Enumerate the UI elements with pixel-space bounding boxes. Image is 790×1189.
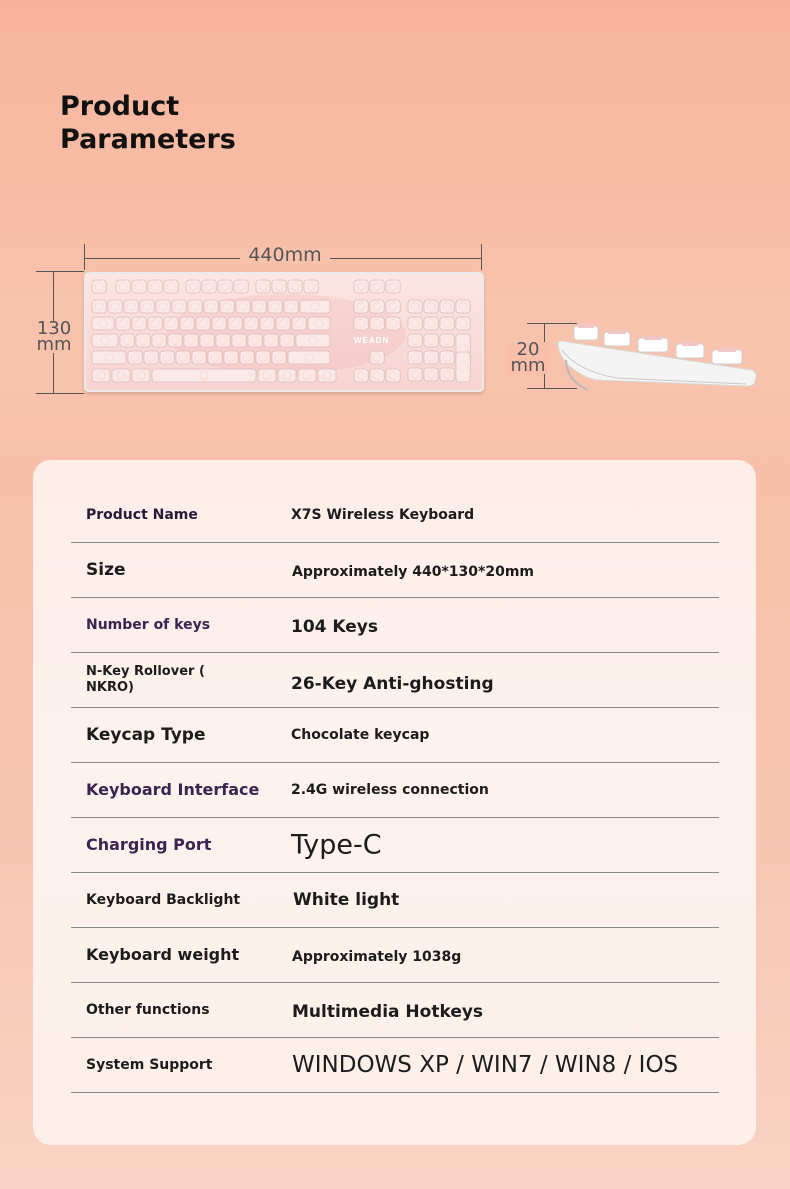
spec-row	[71, 543, 719, 598]
keycap	[370, 300, 384, 313]
keycap	[220, 300, 234, 313]
keycap	[184, 334, 198, 347]
keycap	[132, 317, 146, 330]
keycap	[292, 317, 306, 330]
keycap	[318, 369, 336, 382]
keycap	[252, 300, 266, 313]
keycap	[424, 368, 438, 381]
keycap	[124, 300, 138, 313]
spec-value: X7S Wireless Keyboard	[291, 507, 475, 523]
keycap	[148, 317, 162, 330]
spec-value: Multimedia Hotkeys	[292, 1002, 484, 1022]
keycap	[278, 369, 296, 382]
keycap	[456, 317, 470, 330]
keycap	[92, 351, 126, 364]
depth-dimension-unit: mm	[510, 355, 546, 376]
keyboard-side-view	[556, 320, 758, 392]
keycap	[164, 280, 178, 293]
keycap	[424, 334, 438, 347]
width-dimension-tick-left	[84, 244, 85, 270]
keycap	[244, 317, 258, 330]
spec-label: Charging Port	[86, 835, 212, 854]
keycap	[280, 334, 294, 347]
keyboard-brand-logo: WEADN	[354, 336, 390, 345]
spec-row	[71, 873, 719, 928]
keycap	[148, 280, 162, 293]
keycap	[204, 300, 218, 313]
keycap	[264, 334, 278, 347]
keycap	[268, 300, 282, 313]
keycap	[188, 300, 202, 313]
keyboard-top-view	[84, 272, 484, 392]
height-dimension-value: 130	[36, 318, 72, 339]
keycap	[296, 334, 330, 347]
keycap	[120, 334, 134, 347]
spec-label: Keyboard weight	[86, 945, 240, 964]
keycap	[232, 334, 246, 347]
spec-label: Keyboard Backlight	[86, 892, 241, 908]
depth-dimension-label	[508, 339, 548, 376]
keycap	[308, 317, 330, 330]
keycap	[354, 300, 368, 313]
keycap	[288, 280, 302, 293]
keycap	[370, 369, 384, 382]
spec-value: WINDOWS XP / WIN7 / WIN8 / IOS	[292, 1052, 679, 1078]
keycap	[276, 317, 290, 330]
keycap	[456, 300, 470, 313]
width-dimension-label: 440mm	[240, 247, 330, 263]
keycap	[386, 369, 400, 382]
page-title-line2: Parameters	[60, 124, 236, 155]
spec-label: Product Name	[86, 507, 198, 523]
keycap	[288, 351, 330, 364]
keycap	[200, 334, 214, 347]
keycap	[386, 317, 400, 330]
keycap	[408, 351, 422, 364]
keycap	[440, 334, 454, 347]
keycap	[136, 334, 150, 347]
keycap	[180, 317, 194, 330]
keycap	[354, 280, 368, 293]
height-dimension-label	[34, 318, 74, 355]
keycap	[168, 334, 182, 347]
keycap	[228, 317, 242, 330]
keycap	[164, 317, 178, 330]
page-title-line1: Product	[60, 91, 180, 122]
keycap	[152, 369, 256, 382]
keycap	[132, 369, 150, 382]
keycap	[116, 280, 130, 293]
keycap	[92, 334, 118, 347]
keycap	[386, 280, 400, 293]
height-dimension-unit: mm	[36, 334, 72, 355]
keycap	[112, 369, 130, 382]
keycap	[408, 317, 422, 330]
spec-value: Approximately 440*130*20mm	[292, 564, 534, 580]
spec-row	[71, 488, 719, 543]
spec-label: N-Key Rollover ( NKRO)	[86, 664, 205, 695]
keycap	[284, 300, 298, 313]
keycap	[386, 300, 400, 313]
spec-label: Number of keys	[86, 617, 211, 633]
keycap	[160, 351, 174, 364]
keycap	[424, 317, 438, 330]
keycap	[224, 351, 238, 364]
keycap	[236, 300, 250, 313]
height-dimension-tick-top	[36, 271, 84, 272]
keycap	[370, 280, 384, 293]
keycap	[408, 300, 422, 313]
spec-label: Keyboard Interface	[86, 780, 260, 799]
keycap	[140, 300, 154, 313]
spec-row	[71, 1038, 719, 1093]
keycap	[370, 351, 384, 364]
keycap	[144, 351, 158, 364]
keycap	[272, 351, 286, 364]
keycap	[156, 300, 170, 313]
keycap	[258, 369, 276, 382]
spec-row	[71, 598, 719, 653]
spec-value: Approximately 1038g	[292, 949, 462, 965]
spec-row	[71, 653, 719, 708]
keycap	[176, 351, 190, 364]
keycap	[440, 351, 454, 364]
keycap	[212, 317, 226, 330]
keycap	[248, 334, 262, 347]
keycap	[424, 351, 438, 364]
spec-row	[71, 928, 719, 983]
keycap	[202, 280, 216, 293]
spec-value: White light	[293, 890, 400, 910]
keycap	[354, 317, 368, 330]
keycap	[370, 317, 384, 330]
height-dimension-tick-bottom	[36, 393, 84, 394]
spec-card	[33, 460, 756, 1145]
keycap	[240, 351, 254, 364]
keycap	[304, 280, 318, 293]
spec-value: Type-C	[291, 829, 382, 861]
page-title	[60, 90, 236, 156]
keycap	[440, 368, 454, 381]
keycap	[92, 317, 114, 330]
spec-row	[71, 983, 719, 1038]
keycap	[440, 300, 454, 313]
spec-label: Size	[86, 560, 126, 580]
keyboard-keys-illustration	[86, 274, 482, 390]
keycap	[132, 280, 146, 293]
keycap	[234, 280, 248, 293]
keycap	[216, 334, 230, 347]
keycap	[196, 317, 210, 330]
spec-value: Chocolate keycap	[291, 727, 430, 743]
keycap	[272, 280, 286, 293]
spec-value: 104 Keys	[291, 617, 379, 637]
spec-value: 2.4G wireless connection	[291, 782, 489, 798]
spec-label: Other functions	[86, 1002, 210, 1018]
keycap	[408, 334, 422, 347]
keycap	[186, 280, 200, 293]
keycap	[128, 351, 142, 364]
keycap	[408, 368, 422, 381]
keycap	[298, 369, 316, 382]
spec-label: System Support	[86, 1057, 213, 1073]
spec-row	[71, 818, 719, 873]
depth-dimension-value: 20	[516, 339, 540, 360]
keycap	[300, 300, 330, 313]
spec-value: 26-Key Anti-ghosting	[291, 674, 494, 694]
keycap	[172, 300, 186, 313]
keycap	[256, 280, 270, 293]
keycap	[116, 317, 130, 330]
spec-row	[71, 763, 719, 818]
keycap	[440, 317, 454, 330]
keycap	[218, 280, 232, 293]
keycap	[108, 300, 122, 313]
keycap	[92, 280, 106, 293]
keycap	[92, 369, 110, 382]
keycap	[92, 300, 106, 313]
keycap	[192, 351, 206, 364]
spec-row	[71, 708, 719, 763]
keycap	[260, 317, 274, 330]
spec-label: Keycap Type	[86, 725, 206, 745]
keycap	[208, 351, 222, 364]
width-dimension-tick-right	[481, 244, 482, 270]
keycap	[256, 351, 270, 364]
keycap	[424, 300, 438, 313]
keycap	[152, 334, 166, 347]
keycap	[354, 369, 368, 382]
